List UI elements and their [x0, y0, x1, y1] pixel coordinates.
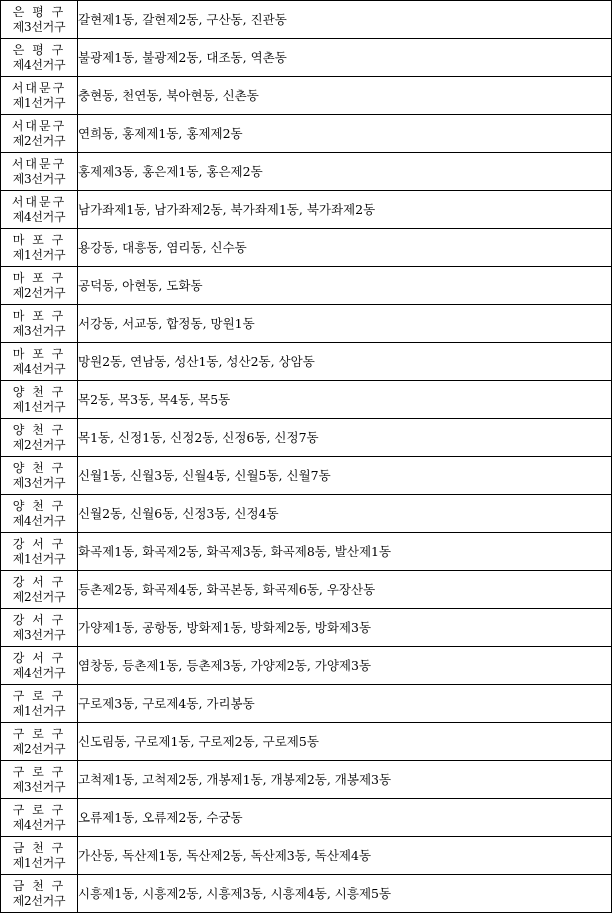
table-row [1, 77, 612, 115]
dong-list: 염창동, 등촌제1동, 등촌제3동, 가양제2동, 가양제3동 [78, 647, 612, 685]
electoral-district-number: 제4선거구 [12, 513, 66, 528]
dong-list: 망원2동, 연남동, 성산1동, 성산2동, 상암동 [78, 343, 612, 381]
dong-list: 목1동, 신정1동, 신정2동, 신정6동, 신정7동 [78, 419, 612, 457]
table-row [1, 153, 612, 191]
gu-name: 구 로 구 [12, 802, 66, 817]
gu-name: 마 포 구 [12, 232, 66, 247]
district-cell [1, 153, 78, 191]
table-row [1, 761, 612, 799]
gu-name: 구 로 구 [12, 764, 66, 779]
gu-name: 양 천 구 [12, 422, 66, 437]
district-table-body [1, 1, 612, 913]
electoral-district-number: 제4선거구 [12, 817, 66, 832]
district-cell [1, 191, 78, 229]
district-cell [1, 495, 78, 533]
electoral-district-number: 제3선거구 [12, 627, 66, 642]
electoral-district-number: 제2선거구 [12, 893, 66, 908]
table-row [1, 305, 612, 343]
table-row [1, 267, 612, 305]
electoral-district-number: 제3선거구 [12, 171, 66, 186]
dong-list: 연희동, 홍제제1동, 홍제제2동 [78, 115, 612, 153]
dong-list: 목2동, 목3동, 목4동, 목5동 [78, 381, 612, 419]
gu-name: 강 서 구 [12, 612, 66, 627]
electoral-district-number: 제2선거구 [12, 285, 66, 300]
district-cell [1, 799, 78, 837]
gu-name: 은 평 구 [12, 42, 66, 57]
electoral-district-number: 제3선거구 [12, 779, 66, 794]
electoral-district-number: 제2선거구 [12, 741, 66, 756]
dong-list: 구로제3동, 구로제4동, 가리봉동 [78, 685, 612, 723]
dong-list: 시흥제1동, 시흥제2동, 시흥제3동, 시흥제4동, 시흥제5동 [78, 875, 612, 913]
gu-name: 금 천 구 [12, 878, 66, 893]
dong-list: 등촌제2동, 화곡제4동, 화곡본동, 화곡제6동, 우장산동 [78, 571, 612, 609]
table-row [1, 647, 612, 685]
table-row [1, 457, 612, 495]
gu-name: 서대문구 [11, 156, 67, 171]
dong-list: 가산동, 독산제1동, 독산제2동, 독산제3동, 독산제4동 [78, 837, 612, 875]
table-row [1, 723, 612, 761]
electoral-district-number: 제4선거구 [12, 665, 66, 680]
table-row [1, 533, 612, 571]
gu-name: 서대문구 [11, 118, 67, 133]
gu-name: 강 서 구 [12, 650, 66, 665]
dong-list: 고척제1동, 고척제2동, 개봉제1동, 개봉제2동, 개봉제3동 [78, 761, 612, 799]
gu-name: 양 천 구 [12, 460, 66, 475]
district-cell [1, 875, 78, 913]
district-cell [1, 39, 78, 77]
dong-list: 신도림동, 구로제1동, 구로제2동, 구로제5동 [78, 723, 612, 761]
electoral-district-number: 제4선거구 [12, 57, 66, 72]
gu-name: 구 로 구 [12, 688, 66, 703]
table-row [1, 381, 612, 419]
table-row [1, 39, 612, 77]
dong-list: 갈현제1동, 갈현제2동, 구산동, 진관동 [78, 1, 612, 39]
dong-list: 신월1동, 신월3동, 신월4동, 신월5동, 신월7동 [78, 457, 612, 495]
table-row [1, 229, 612, 267]
gu-name: 마 포 구 [12, 346, 66, 361]
gu-name: 금 천 구 [12, 840, 66, 855]
electoral-district-number: 제3선거구 [12, 475, 66, 490]
electoral-district-number: 제1선거구 [12, 247, 66, 262]
electoral-district-number: 제1선거구 [12, 551, 66, 566]
table-row [1, 1, 612, 39]
gu-name: 양 천 구 [12, 498, 66, 513]
gu-name: 서대문구 [11, 80, 67, 95]
district-cell [1, 115, 78, 153]
table-row [1, 419, 612, 457]
district-cell [1, 723, 78, 761]
district-cell [1, 1, 78, 39]
table-row [1, 799, 612, 837]
district-cell [1, 647, 78, 685]
table-row [1, 495, 612, 533]
dong-list: 불광제1동, 불광제2동, 대조동, 역촌동 [78, 39, 612, 77]
electoral-district-number: 제3선거구 [12, 323, 66, 338]
district-cell [1, 381, 78, 419]
dong-list: 공덕동, 아현동, 도화동 [78, 267, 612, 305]
dong-list: 신월2동, 신월6동, 신정3동, 신정4동 [78, 495, 612, 533]
table-row [1, 115, 612, 153]
gu-name: 마 포 구 [12, 270, 66, 285]
electoral-district-number: 제2선거구 [12, 133, 66, 148]
district-cell [1, 609, 78, 647]
district-cell [1, 761, 78, 799]
district-cell [1, 267, 78, 305]
dong-list: 남가좌제1동, 남가좌제2동, 북가좌제1동, 북가좌제2동 [78, 191, 612, 229]
gu-name: 서대문구 [11, 194, 67, 209]
gu-name: 은 평 구 [12, 4, 66, 19]
dong-list: 홍제제3동, 홍은제1동, 홍은제2동 [78, 153, 612, 191]
district-cell [1, 305, 78, 343]
district-cell [1, 457, 78, 495]
table-row [1, 875, 612, 913]
district-cell [1, 571, 78, 609]
district-cell [1, 419, 78, 457]
dong-list: 서강동, 서교동, 합정동, 망원1동 [78, 305, 612, 343]
district-cell [1, 229, 78, 267]
electoral-district-number: 제2선거구 [12, 589, 66, 604]
dong-list: 오류제1동, 오류제2동, 수궁동 [78, 799, 612, 837]
electoral-district-number: 제1선거구 [12, 399, 66, 414]
table-row [1, 685, 612, 723]
electoral-district-number: 제4선거구 [12, 361, 66, 376]
table-row [1, 571, 612, 609]
table-row [1, 609, 612, 647]
electoral-district-number: 제4선거구 [12, 209, 66, 224]
dong-list: 용강동, 대흥동, 염리동, 신수동 [78, 229, 612, 267]
table-row [1, 837, 612, 875]
district-cell [1, 533, 78, 571]
electoral-district-number: 제1선거구 [12, 95, 66, 110]
gu-name: 구 로 구 [12, 726, 66, 741]
gu-name: 마 포 구 [12, 308, 66, 323]
electoral-district-number: 제1선거구 [12, 855, 66, 870]
gu-name: 양 천 구 [12, 384, 66, 399]
dong-list: 가양제1동, 공항동, 방화제1동, 방화제2동, 방화제3동 [78, 609, 612, 647]
gu-name: 강 서 구 [12, 574, 66, 589]
district-cell [1, 343, 78, 381]
electoral-district-number: 제2선거구 [12, 437, 66, 452]
district-cell [1, 837, 78, 875]
table-row [1, 191, 612, 229]
district-cell [1, 77, 78, 115]
table-row [1, 343, 612, 381]
dong-list: 화곡제1동, 화곡제2동, 화곡제3동, 화곡제8동, 발산제1동 [78, 533, 612, 571]
electoral-district-number: 제1선거구 [12, 703, 66, 718]
electoral-district-number: 제3선거구 [12, 19, 66, 34]
gu-name: 강 서 구 [12, 536, 66, 551]
district-cell [1, 685, 78, 723]
dong-list: 충현동, 천연동, 북아현동, 신촌동 [78, 77, 612, 115]
